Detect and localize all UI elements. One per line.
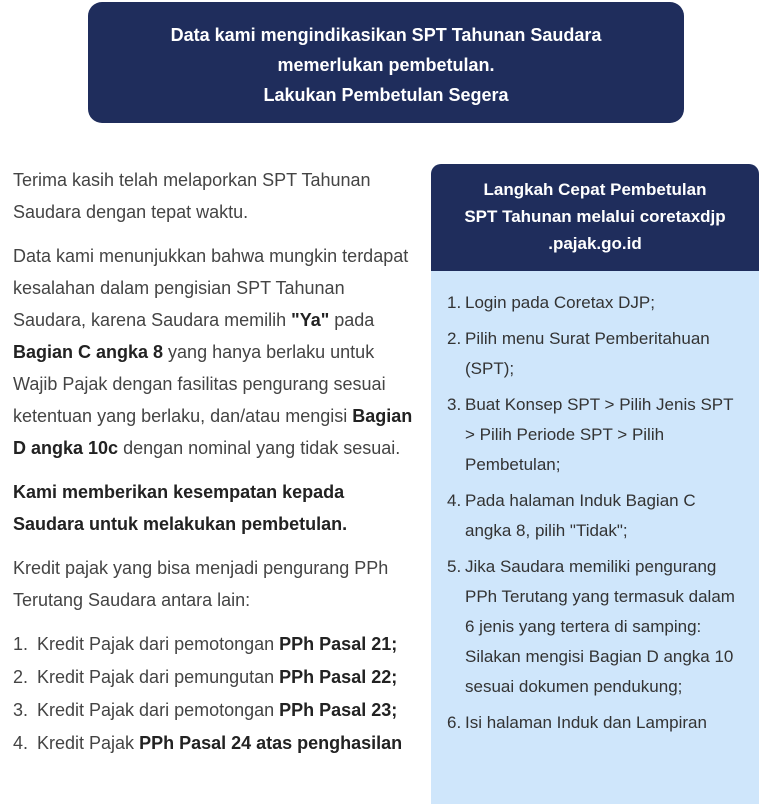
step-item [447, 288, 745, 318]
list-item-text: Kredit Pajak dari pemotongan [37, 634, 280, 654]
error-text-3: yang hanya berlaku untuk Wajib Pajak dengan fasilitas pengurang sesuai ketentuan yang berlaku, dan/atau mengisi [13, 342, 386, 426]
list-item-bold: PPh Pasal 22; [279, 667, 398, 687]
step-text: Login pada Coretax DJP; [465, 293, 655, 312]
list-item-text: Kredit Pajak [37, 733, 140, 753]
list-item-text: Kredit Pajak dari pemungutan [37, 667, 280, 687]
list-item [13, 661, 413, 694]
banner-line-3: Lakukan Pembetulan Segera [263, 85, 509, 105]
list-item [13, 694, 413, 727]
list-item-text: Kredit Pajak dari pemotongan [37, 700, 280, 720]
step-item [447, 390, 745, 480]
error-text-2: pada [329, 310, 375, 330]
step-number: 2. [447, 329, 462, 348]
step-text: Buat Konsep SPT > Pilih Jenis SPT > Pilih Periode SPT > Pilih Pembetulan; [465, 395, 734, 474]
quick-steps-title-1: Langkah Cepat Pembetulan [483, 180, 707, 199]
steps-list [431, 271, 759, 738]
notice-banner [88, 2, 684, 123]
step-text: Isi halaman Induk dan Lampiran [465, 713, 707, 732]
error-text-1: Data kami menunjukkan bahwa mungkin terdapat kesalahan dalam pengisian SPT Tahunan Saudara, karena Saudara memilih [13, 246, 409, 330]
error-paragraph [13, 240, 413, 464]
list-item-bold: PPh Pasal 21; [279, 634, 398, 654]
credit-list [13, 628, 413, 760]
step-item [447, 708, 745, 738]
step-number: 5. [447, 557, 462, 576]
list-item [13, 727, 413, 760]
step-item [447, 552, 745, 702]
list-item-number: 2. [13, 667, 29, 687]
step-text: Pilih menu Surat Pemberitahuan (SPT); [465, 329, 710, 378]
quick-steps-title-3: .pajak.go.id [548, 234, 642, 253]
step-number: 3. [447, 395, 462, 414]
list-item-bold: PPh Pasal 24 atas penghasilan [139, 733, 403, 753]
step-text: Pada halaman Induk Bagian C angka 8, pilih "Tidak"; [465, 491, 696, 540]
error-bold-section-c: Bagian C angka 8 [13, 342, 164, 362]
list-item-number: 3. [13, 700, 29, 720]
quick-steps-header [431, 164, 759, 271]
step-text: Jika Saudara memiliki pengurang PPh Terutang yang termasuk dalam 6 jenis yang tertera di samping: Silakan mengisi Bagian D angka 10 sesuai dokumen pendukung; [465, 557, 735, 696]
step-item [447, 486, 745, 546]
opportunity-paragraph: Kami memberikan kesempatan kepada Saudara untuk melakukan pembetulan. [13, 482, 348, 534]
quick-steps-title-2: SPT Tahunan melalui coretaxdjp [464, 207, 726, 226]
list-item [13, 628, 413, 661]
main-content [13, 164, 413, 760]
error-bold-section-d: Bagian D angka 10c [13, 406, 413, 458]
list-item-number: 1. [13, 634, 29, 654]
step-item [447, 324, 745, 384]
quick-steps-panel [431, 164, 759, 804]
list-item-bold: PPh Pasal 23; [279, 700, 398, 720]
thanks-paragraph: Terima kasih telah melaporkan SPT Tahunan Saudara dengan tepat waktu. [13, 170, 371, 222]
step-number: 4. [447, 491, 462, 510]
list-item-number: 4. [13, 733, 29, 753]
error-text-4: dengan nominal yang tidak sesuai. [118, 438, 401, 458]
banner-line-2: memerlukan pembetulan. [277, 55, 495, 75]
step-number: 6. [447, 713, 462, 732]
credit-intro-paragraph: Kredit pajak yang bisa menjadi pengurang PPh Terutang Saudara antara lain: [13, 558, 389, 610]
banner-line-1: Data kami mengindikasikan SPT Tahunan Saudara [170, 25, 602, 45]
error-bold-ya: "Ya" [291, 310, 330, 330]
step-number: 1. [447, 293, 462, 312]
